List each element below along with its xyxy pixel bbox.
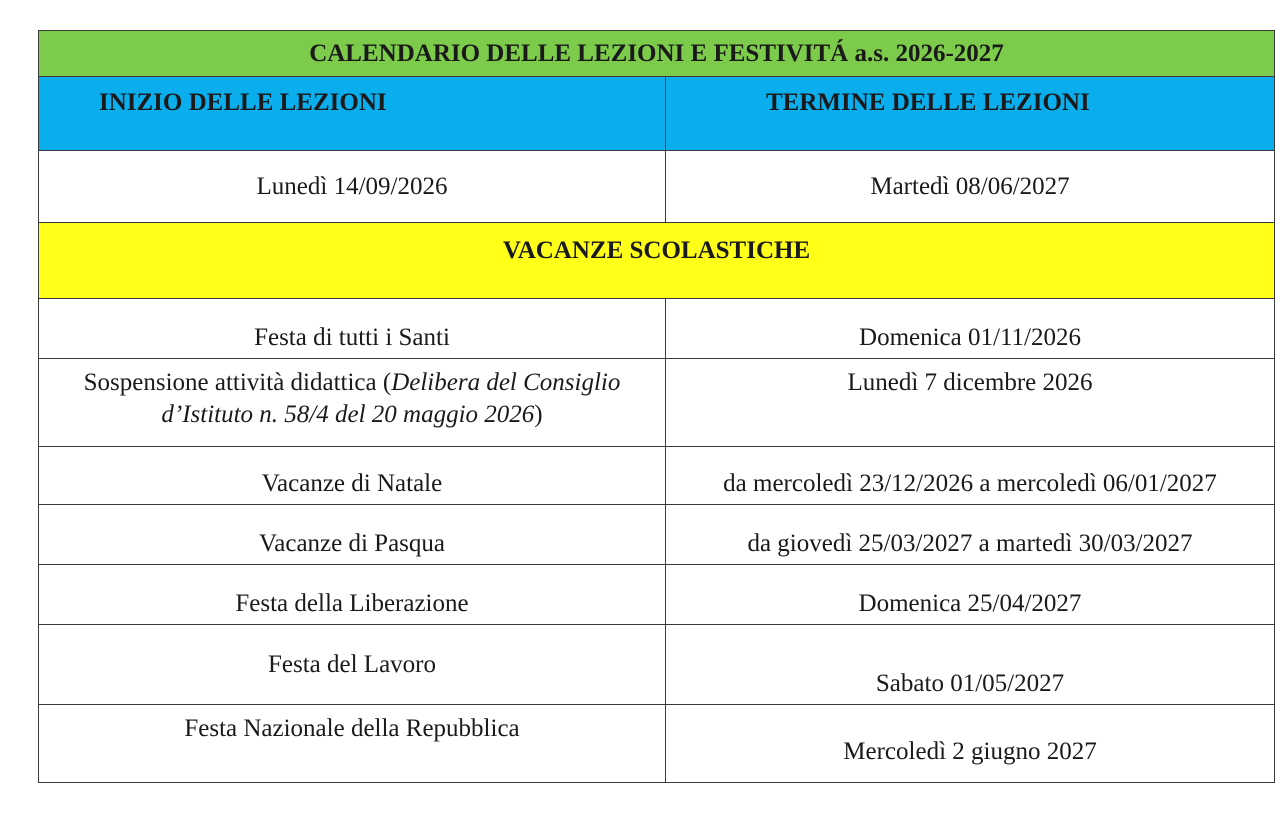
table-row [39,447,1275,505]
row-value: Domenica 01/11/2026 [666,299,1275,359]
row-value: Domenica 25/04/2027 [666,565,1275,625]
row-value: Mercoledì 2 giugno 2027 [666,705,1275,783]
school-calendar-table [38,30,1275,783]
row-value: da mercoledì 23/12/2026 a mercoledì 06/01/2027 [666,447,1275,505]
row-label: Vacanze di Natale [39,447,666,505]
table-row [39,299,1275,359]
row-label: Vacanze di Pasqua [39,505,666,565]
row-value: Sabato 01/05/2027 [666,625,1275,705]
row-label-paren-open: ( [382,369,392,396]
start-date: Lunedì 14/09/2026 [39,151,666,223]
table-row [39,505,1275,565]
row-label: Festa Nazionale della Repubblica [39,705,666,783]
row-label [39,359,666,447]
calendar-title: CALENDARIO DELLE LEZIONI E FESTIVITÁ a.s. 2026-2027 [39,31,1275,77]
vacations-heading-row [39,223,1275,299]
vacations-heading: VACANZE SCOLASTICHE [39,223,1275,299]
table-row [39,565,1275,625]
end-header: TERMINE DELLE LEZIONI [666,77,1275,151]
table-row [39,625,1275,705]
row-label-main: Sospensione attività didattica [83,369,377,396]
dates-row [39,151,1275,223]
title-row [39,31,1275,77]
row-value: Lunedì 7 dicembre 2026 [666,359,1275,447]
table-row [39,359,1275,447]
table-row [39,705,1275,783]
row-label-paren-close: ) [534,401,543,428]
start-header: INIZIO DELLE LEZIONI [39,77,666,151]
row-value: da giovedì 25/03/2027 a martedì 30/03/2027 [666,505,1275,565]
row-label-note: Delibera del Consiglio d’Istituto n. 58/4 del 20 maggio 2026 [161,369,621,428]
row-label: Festa del Lavoro [39,625,666,705]
header-row [39,77,1275,151]
row-label: Festa della Liberazione [39,565,666,625]
end-date: Martedì 08/06/2027 [666,151,1275,223]
row-label: Festa di tutti i Santi [39,299,666,359]
